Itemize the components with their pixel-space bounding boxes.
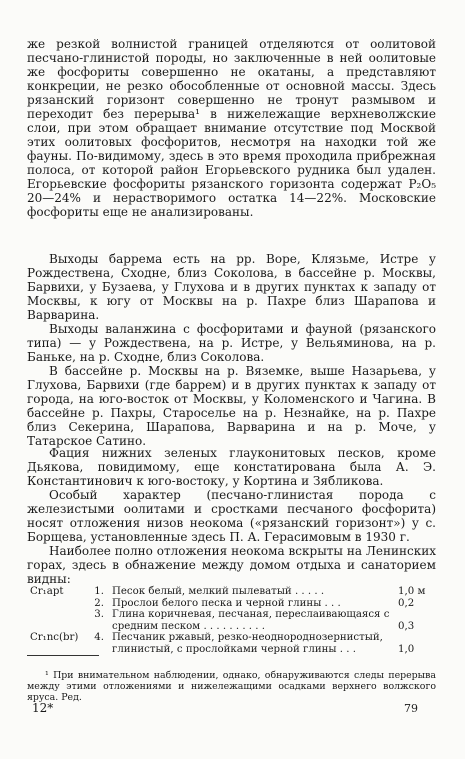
page-number: 79 — [404, 702, 418, 715]
paragraph-borshchev — [27, 488, 436, 544]
paragraph-lenin-hills — [27, 544, 436, 586]
strata-number: 3. — [94, 609, 104, 620]
strata-row — [30, 609, 436, 632]
paragraph-text: Фация нижних зеленых глауконитовых песков, кроме Дьякова, повидимому, еще констатирована была А. Э. Константинович к юго-востоку, у Кортина и Зябликова. — [27, 446, 436, 488]
paragraph-text: же резкой волнистой границей отделяются от оолитовой песчано-глинистой породы, но заключенные в ней оолитовые же фосфориты совершенно не окатаны, а представляют конкреции, не резко обособленные от основной массы. Здесь рязанский горизонт совершенно не тронут размывом и переходит без перерыва¹ в нижележащие верхневолжские слои, при этом обращает внимание отсутствие под Москвой этих оолитовых фосфоритов, несмотря на находки той же фауны. По-видимому, здесь в это время проходила прибрежная полоса, от которой район Егорьевского рудника был удален. Егорьевские фосфориты рязанского горизонта содержат P₂O₅ 20—24% и нерастворимого остатка 14—22%. Московские фосфориты еще не анализированы. — [27, 37, 436, 219]
strata-thickness: 1,0 — [398, 643, 415, 655]
strata-number: 4. — [94, 632, 104, 643]
strata-description: Песчаник ржавый, резко-неоднороднозернистый, глинистый, с прослойками черной глины . . . — [112, 632, 383, 655]
strata-thickness: 0,2 — [398, 597, 415, 609]
signature-mark: 12* — [32, 701, 54, 715]
paragraph-text: Особый характер (песчано-глинистая порода с железистыми оолитами и сростками песчаного фосфорита) носят отложения низов неокома («рязанский горизонт») у с. Борщева, установленные здесь П. А. Герасимовым в 1930 г. — [27, 488, 436, 544]
strata-row — [30, 598, 436, 610]
paragraph-text: В бассейне р. Москвы на р. Вяземке, выше Назарьева, у Глухова, Барвихи (где баррем) и в других пунктах к западу от города, на юго-восток от Москвы, у Коломенского и Чагина. В бассейне р. Пахры, Староселье на р. Незнайке, на р. Пахре близ Секерина, Шарапова, Варварина и на р. Моче, у Татарское Сатино. — [27, 364, 436, 448]
strata-number: 2. — [94, 597, 104, 609]
strata-code: Cr₁nc(br) — [30, 632, 79, 643]
paragraph-text: Выходы валанжина с фосфоритами и фауной (рязанского типа) — у Рождествена, на р. Истре, у Вельяминова, на р. Баньке, на р. Сходне, близ Соколова. — [27, 322, 436, 364]
strata-thickness: 0,3 — [398, 620, 415, 632]
footnote-divider — [27, 655, 99, 656]
strata-number: 1. — [94, 586, 104, 597]
paragraph-moskva-basin — [27, 364, 436, 448]
strata-row — [30, 632, 436, 655]
strata-code — [30, 609, 82, 632]
strata-description: Прослои белого песка и черной глины . . . — [112, 597, 341, 609]
strata-row — [30, 586, 436, 598]
strata-description: Глина коричневая, песчаная, переслаивающаяся с средним песком . . . . . . . . . . — [112, 609, 390, 632]
strata-list — [30, 586, 436, 655]
strata-code: Cr₁apt — [30, 586, 64, 597]
paragraph-glauconite — [27, 446, 436, 488]
strata-description: Песок белый, мелкий пылеватый . . . . . — [112, 586, 325, 597]
paragraph-valanzhin — [27, 322, 436, 364]
paragraph-barrem — [27, 252, 436, 322]
paragraph-text: Наиболее полно отложения неокома вскрыты на Ленинских горах, здесь в обнажение между домом отдыха и санаторием видны: — [27, 544, 436, 586]
strata-code — [30, 598, 82, 610]
footnote: ¹ При внимательном наблюдении, однако, обнаруживаются следы перерыва между этими отложениями и нижележащими осадками верхнего волжского яруса. Ред. — [27, 670, 436, 704]
paragraph-text: Выходы баррема есть на рр. Воре, Клязьме, Истре у Рождествена, Сходне, близ Соколова, в бассейне р. Москвы, Барвихи, у Бузаева, у Глухова и в других пунктах к западу от Москвы, к югу от Москвы на р. Пахре близ Шарапова и Варварина. — [27, 252, 436, 322]
strata-thickness: 1,0 м — [398, 586, 426, 597]
paragraph-rjazan-horizon — [27, 37, 436, 219]
